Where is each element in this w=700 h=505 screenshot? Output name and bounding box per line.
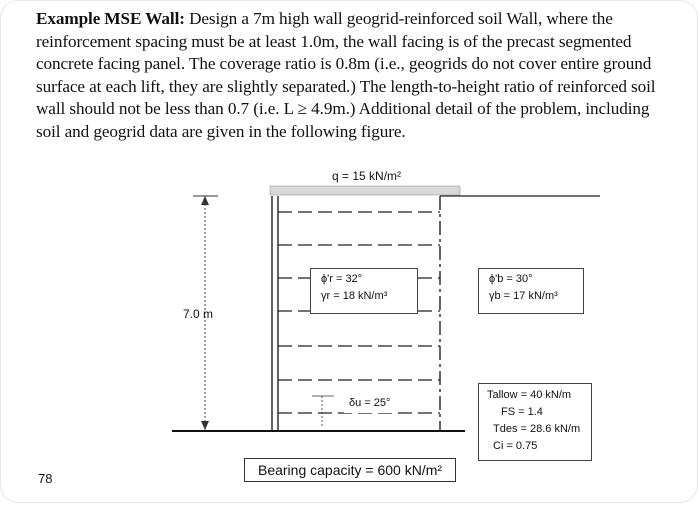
- geogrid-properties-box: [478, 383, 592, 461]
- wall-height-label: 7.0 m: [183, 307, 214, 321]
- interface-angle: δu = 25°: [349, 397, 391, 409]
- page-number: 78: [38, 471, 53, 486]
- surcharge-strip: [270, 186, 460, 195]
- bearing-capacity-box: Bearing capacity = 600 kN/m²: [244, 458, 456, 482]
- height-arrow-top: [201, 196, 209, 205]
- geogrid-ci: Ci = 0.75: [493, 440, 538, 452]
- problem-body: Design a 7m high wall geogrid-reinforced soil Wall, where the reinforcement spacing must be at least 1.0m, the wall facing is of the precast segmented concrete facing panel. The coverage ratio is 0.8m (i.e., geogrids do not cover entire ground surface at each lift, they are slightly separated.) The length-to-height ratio of reinforced soil wall should not be less than 0.7 (i.e. L ≥ 4.9m.) Additional detail of the problem, including soil and geogrid data are given in the following figure.: [36, 9, 656, 141]
- reinforced-soil-box: [310, 268, 418, 314]
- problem-heading: Example MSE Wall:: [36, 9, 185, 28]
- reinforced-gamma: γr = 18 kN/m³: [321, 290, 388, 302]
- retained-soil-box: [478, 268, 584, 314]
- geogrid-t-des: Tdes = 28.6 kN/m: [493, 423, 581, 435]
- interface-angle-box: [344, 394, 394, 413]
- surcharge-label: q = 15 kN/m²: [332, 169, 402, 183]
- reinforced-phi: ϕ'r = 32°: [321, 273, 363, 285]
- geogrid-t-allow: Tallow = 40 kN/m: [487, 389, 572, 401]
- geogrid-fs: FS = 1.4: [501, 406, 543, 418]
- height-arrow-bottom: [201, 421, 209, 430]
- retained-phi: ϕ'b = 30°: [489, 273, 533, 285]
- retained-gamma: γb = 17 kN/m³: [489, 290, 558, 302]
